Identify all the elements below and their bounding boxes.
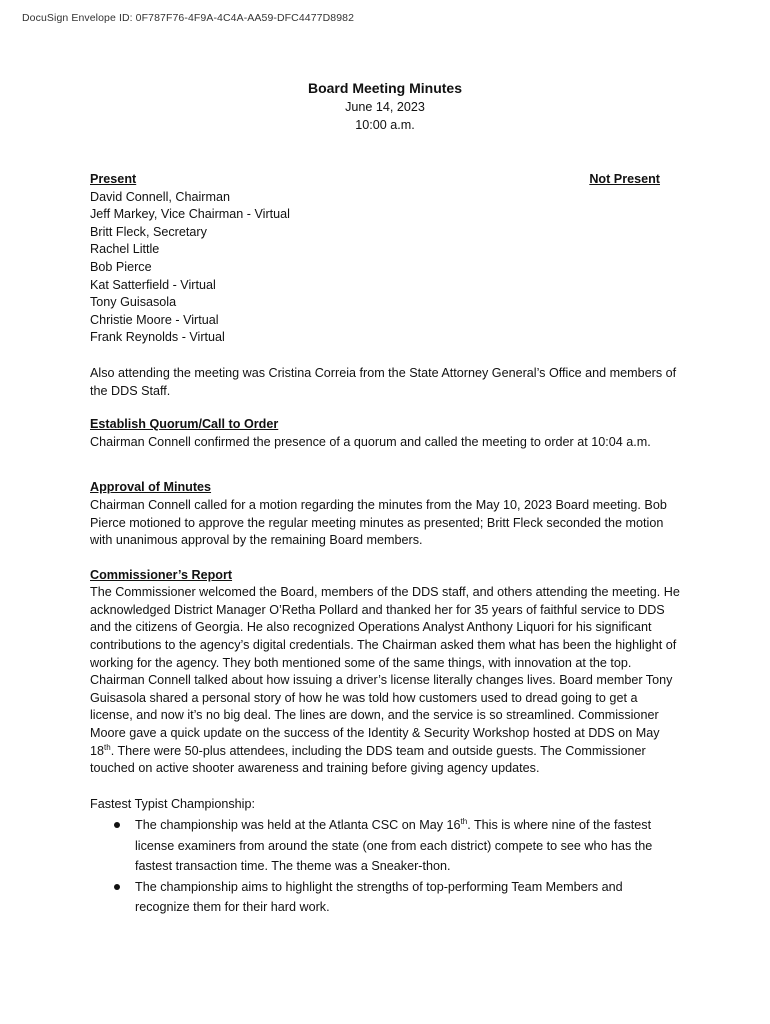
not-present-heading: Not Present bbox=[589, 172, 660, 186]
present-list bbox=[90, 189, 680, 347]
bullet-text-1a: The championship was held at the Atlanta CSC on May 16 bbox=[135, 818, 461, 833]
attendee: Christie Moore - Virtual bbox=[90, 312, 219, 327]
attendee: Frank Reynolds - Virtual bbox=[90, 330, 225, 345]
attendee: Britt Fleck, Secretary bbox=[90, 224, 207, 239]
attendee: Rachel Little bbox=[90, 242, 160, 257]
commissioner-text-2: . There were 50-plus attendees, including the DDS team and outside guests. The Commissioner touched on active shooter awareness and training before giving agency updates. bbox=[90, 743, 646, 776]
meeting-date: June 14, 2023 bbox=[345, 100, 425, 114]
commissioner-text-1: The Commissioner welcomed the Board, members of the DDS staff, and others attending the meeting. He acknowledged District Manager O’Retha Pollard and thanked her for 35 years of faithful service to DDS and the citizens of Georgia. He also recognized Operations Analyst Anthony Liquori for his significant contributions to the agency’s digital credentials. The Chairman asked them what has been the highlight of working for the agency. They both mentioned some of the same things, with innovation at the top. Chairman Connell talked about how issuing a driver’s license literally changes lives. Board member Tony Guisasola shared a personal story of how he was told how customers used to dread going to get a license, and now it’s no big deal. The lines are down, and the service is so streamlined. Commissioner Moore gave a quick update on the success of the Identity & Security Workshop hosted at DDS on May 18 bbox=[90, 585, 680, 758]
ordinal-suffix: th bbox=[104, 742, 111, 752]
bullet-icon bbox=[114, 822, 120, 828]
attendee: Kat Satterfield - Virtual bbox=[90, 277, 216, 292]
list-item bbox=[114, 815, 680, 876]
bullet-text-1b: . This is where nine of the fastest license examiners from around the state (one from each district) compete to see who has the fastest transaction time. The theme was a Sneaker-thon. bbox=[135, 818, 653, 874]
document-title: Board Meeting Minutes bbox=[307, 80, 462, 96]
bullet-icon bbox=[114, 884, 120, 890]
typist-intro: Fastest Typist Championship: bbox=[90, 796, 255, 811]
also-attending-paragraph: Also attending the meeting was Cristina Correia from the State Attorney General’s Office and members of the DDS Staff. bbox=[90, 365, 677, 398]
approval-paragraph: Chairman Connell called for a motion regarding the minutes from the May 10, 2023 Board meeting. Bob Pierce motioned to approve the regular meeting minutes as presented; Britt Fleck seconded the motion with unanimous approval by the remaining Board members. bbox=[90, 497, 667, 548]
quorum-paragraph: Chairman Connell confirmed the presence of a quorum and called the meeting to order at 10:04 a.m. bbox=[90, 434, 651, 449]
attendee: Tony Guisasola bbox=[90, 295, 177, 310]
present-heading: Present bbox=[90, 172, 137, 186]
ordinal-suffix: th bbox=[460, 817, 468, 827]
approval-heading: Approval of Minutes bbox=[90, 480, 212, 495]
attendance-headers bbox=[90, 171, 680, 189]
attendee: David Connell, Chairman bbox=[90, 189, 230, 204]
typist-bullet-list bbox=[90, 815, 680, 917]
document-header bbox=[90, 78, 680, 134]
docusign-envelope-id: DocuSign Envelope ID: 0F787F76-4F9A-4C4A-AA59-DFC4477D8982 bbox=[22, 12, 355, 24]
minutes-page bbox=[90, 78, 680, 917]
attendee: Jeff Markey, Vice Chairman - Virtual bbox=[90, 207, 290, 222]
quorum-heading: Establish Quorum/Call to Order bbox=[90, 417, 279, 432]
bullet-text-2: The championship aims to highlight the strengths of top-performing Team Members and recognize them for their hard work. bbox=[135, 879, 623, 915]
meeting-time: 10:00 a.m. bbox=[355, 118, 415, 132]
attendee: Bob Pierce bbox=[90, 259, 152, 274]
commissioner-paragraph bbox=[90, 584, 680, 778]
commissioner-heading: Commissioner’s Report bbox=[90, 567, 233, 582]
list-item bbox=[114, 877, 680, 918]
